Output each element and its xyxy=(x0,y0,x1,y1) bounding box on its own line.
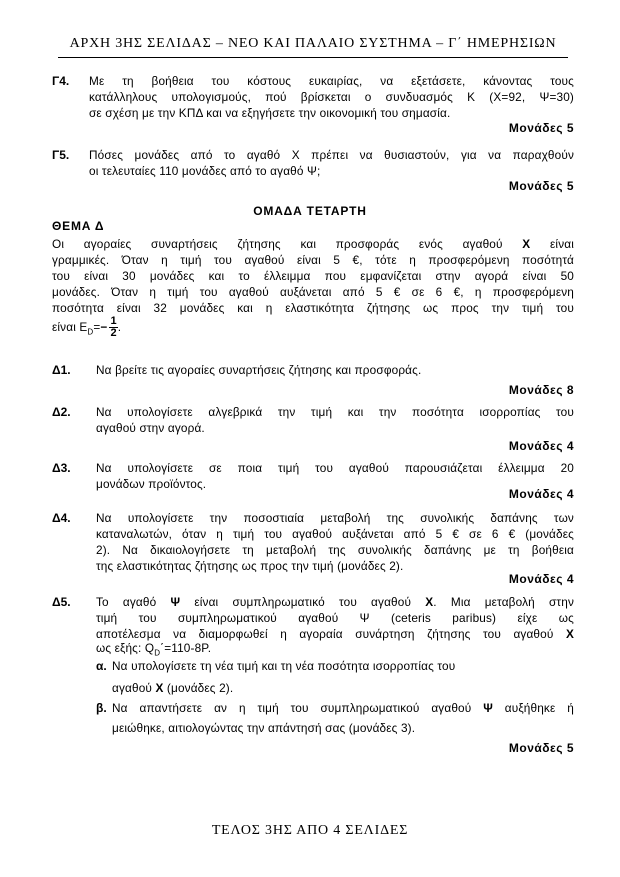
question-d5-label: Δ5. xyxy=(52,595,71,609)
subquestion-a-line: Να υπολογίσετε τη νέα τιμή και τη νέα ποσότητα ισορροπίας του xyxy=(112,659,456,673)
question-d3-label: Δ3. xyxy=(52,461,71,475)
subquestion-a-label: α. xyxy=(96,659,107,673)
intro-line: μονάδες. Όταν η τιμή του αγαθού αυξάνεται από 5 € σε 6 €, η προσφερόμενη xyxy=(52,285,574,299)
good-x-label: Χ xyxy=(565,627,575,641)
subquestion-b-text: αυξήθηκε ή xyxy=(504,701,574,715)
elasticity-formula xyxy=(52,314,121,345)
question-d1-text: Να βρείτε τις αγοραίες συναρτήσεις ζήτησης και προσφοράς. xyxy=(96,363,422,377)
question-d4-line: καταναλωτών, όταν η τιμή του αγαθού αυξάνεται από 5 € σε 6 € (μονάδες xyxy=(96,527,574,541)
equals-sign: = xyxy=(93,320,101,334)
intro-text: Οι αγοραίες συναρτήσεις ζήτησης και προσφοράς ενός αγαθού xyxy=(52,237,503,251)
intro-text: είναι E xyxy=(52,320,88,334)
question-g5-units: Μονάδες 5 xyxy=(508,179,574,193)
question-g4-line: κατάλληλους υπολογισμούς, πού βρίσκεται ο συνδυασμός Κ (Χ=92, Ψ=30) xyxy=(89,90,574,104)
question-d3-line: μονάδων προϊόντος. xyxy=(96,477,207,491)
subquestion-b-label: β. xyxy=(96,701,107,715)
good-x-label: Χ xyxy=(155,681,164,695)
subscript-d: D xyxy=(154,648,161,658)
question-g5-label: Γ5. xyxy=(52,148,70,162)
subquestion-a-line xyxy=(112,680,233,696)
good-x-label: Χ xyxy=(522,237,531,251)
intro-line: γραμμικές. Όταν η τιμή του αγαθού είναι 5 €, τότε η προσφερόμενη ποσότητά xyxy=(52,253,574,267)
question-d5-text: ως εξής: Q xyxy=(96,641,155,655)
question-d5-text: αποτέλεσμα να διαμορφωθεί η αγοραία συνάρτηση ζήτησης του αγαθού xyxy=(96,627,554,641)
question-d5-units: Μονάδες 5 xyxy=(508,741,574,755)
subquestion-a-text: αγαθού xyxy=(112,681,153,695)
question-d5-text: . Μια μεταβολή στην xyxy=(433,595,574,609)
question-g4-line: σε σχέση με την ΚΠΔ και να εξηγήσετε την οικονομική του σημασία. xyxy=(89,106,451,120)
question-g4-units: Μονάδες 5 xyxy=(508,121,574,135)
subquestion-b-line xyxy=(112,700,574,716)
question-d5-text: είναι συμπληρωματικό του αγαθού xyxy=(194,595,412,609)
question-d2-label: Δ2. xyxy=(52,405,71,419)
question-d2-line: Να υπολογίσετε αλγεβρικά την τιμή και την ποσότητα ισορροπίας του xyxy=(96,405,574,419)
intro-line: ποσότητα είναι 32 μονάδες και η ελαστικότητα ζήτησης ως προς την τιμή του xyxy=(52,301,574,315)
question-d3-units: Μονάδες 4 xyxy=(508,487,574,501)
question-d4-line: 2). Να δικαιολογήσετε τη μεταβολή της συνολικής δαπάνης με τη βοήθεια xyxy=(96,543,574,557)
subquestion-b-line: μειώθηκε, αιτιολογώντας την απάντησή σας (μονάδες 3). xyxy=(112,721,416,735)
question-g4-label: Γ4. xyxy=(52,74,70,88)
question-d4-line: Να υπολογίσετε την ποσοστιαία μεταβολή της συνολικής δαπάνης των xyxy=(96,511,574,525)
question-d4-units: Μονάδες 4 xyxy=(508,572,574,586)
question-d5-line: τιμή του συμπληρωματικού αγαθού Ψ (ceteris paribus) είχε ως xyxy=(96,611,574,625)
intro-line xyxy=(52,236,574,252)
question-d4-label: Δ4. xyxy=(52,511,71,525)
fraction-denominator: 2 xyxy=(110,327,117,340)
question-d2-line: αγαθού στην αγορά. xyxy=(96,421,205,435)
fraction-one-half xyxy=(109,316,117,339)
subscript-d: D xyxy=(87,327,94,337)
good-psi-label: Ψ xyxy=(170,595,181,609)
question-d1-label: Δ1. xyxy=(52,363,71,377)
question-d5-text: Το αγαθό xyxy=(96,595,157,609)
intro-text: είναι xyxy=(550,237,574,251)
header-underline xyxy=(58,57,568,58)
fraction-numerator: 1 xyxy=(110,315,117,328)
intro-line: του είναι 30 μονάδες και το έλλειμμα που εμφανίζεται στην αγορά είναι 50 xyxy=(52,269,574,283)
question-g5-line: οι τελευταίες 110 μονάδες από το αγαθό Ψ; xyxy=(89,164,321,178)
group-title: ΟΜΑΔΑ ΤΕΤΑΡΤΗ xyxy=(253,204,367,218)
intro-text: . xyxy=(117,320,122,334)
good-psi-label: Ψ xyxy=(483,701,493,715)
question-d5-line xyxy=(96,594,574,610)
question-d2-units: Μονάδες 4 xyxy=(508,439,574,453)
good-x-label: Χ xyxy=(425,595,434,609)
subquestion-b-text: Να απαντήσετε αν η τιμή του συμπληρωματικού αγαθού xyxy=(112,701,472,715)
page-footer: ΤΕΛΟΣ 3ΗΣ ΑΠΟ 4 ΣΕΛΙΔΕΣ xyxy=(211,823,409,838)
page-header: ΑΡΧΗ 3ΗΣ ΣΕΛΙΔΑΣ – ΝΕΟ ΚΑΙ ΠΑΛΑΙΟ ΣΥΣΤΗΜΑ – Γ΄ ΗΜΕΡΗΣΙΩΝ xyxy=(69,36,557,51)
question-g4-line: Με τη βοήθεια του κόστους ευκαιρίας, να εξετάσετε, κάνοντας τους xyxy=(89,74,574,88)
subquestion-a-text: (μονάδες 2). xyxy=(166,681,234,695)
question-g5-line: Πόσες μονάδες από το αγαθό Χ πρέπει να θυσιαστούν, για να παραχθούν xyxy=(89,148,574,162)
demand-function: ΄=110-8P. xyxy=(160,641,212,655)
question-d4-line: της ελαστικότητας ζήτησης ως προς την τιμή (μονάδες 2). xyxy=(96,559,404,573)
theme-title: ΘΕΜΑ Δ xyxy=(52,219,105,233)
question-d1-units: Μονάδες 8 xyxy=(508,383,574,397)
question-d3-line: Να υπολογίσετε σε ποια τιμή του αγαθού παρουσιάζεται έλλειμμα 20 xyxy=(96,461,574,475)
minus-sign: − xyxy=(100,320,108,334)
